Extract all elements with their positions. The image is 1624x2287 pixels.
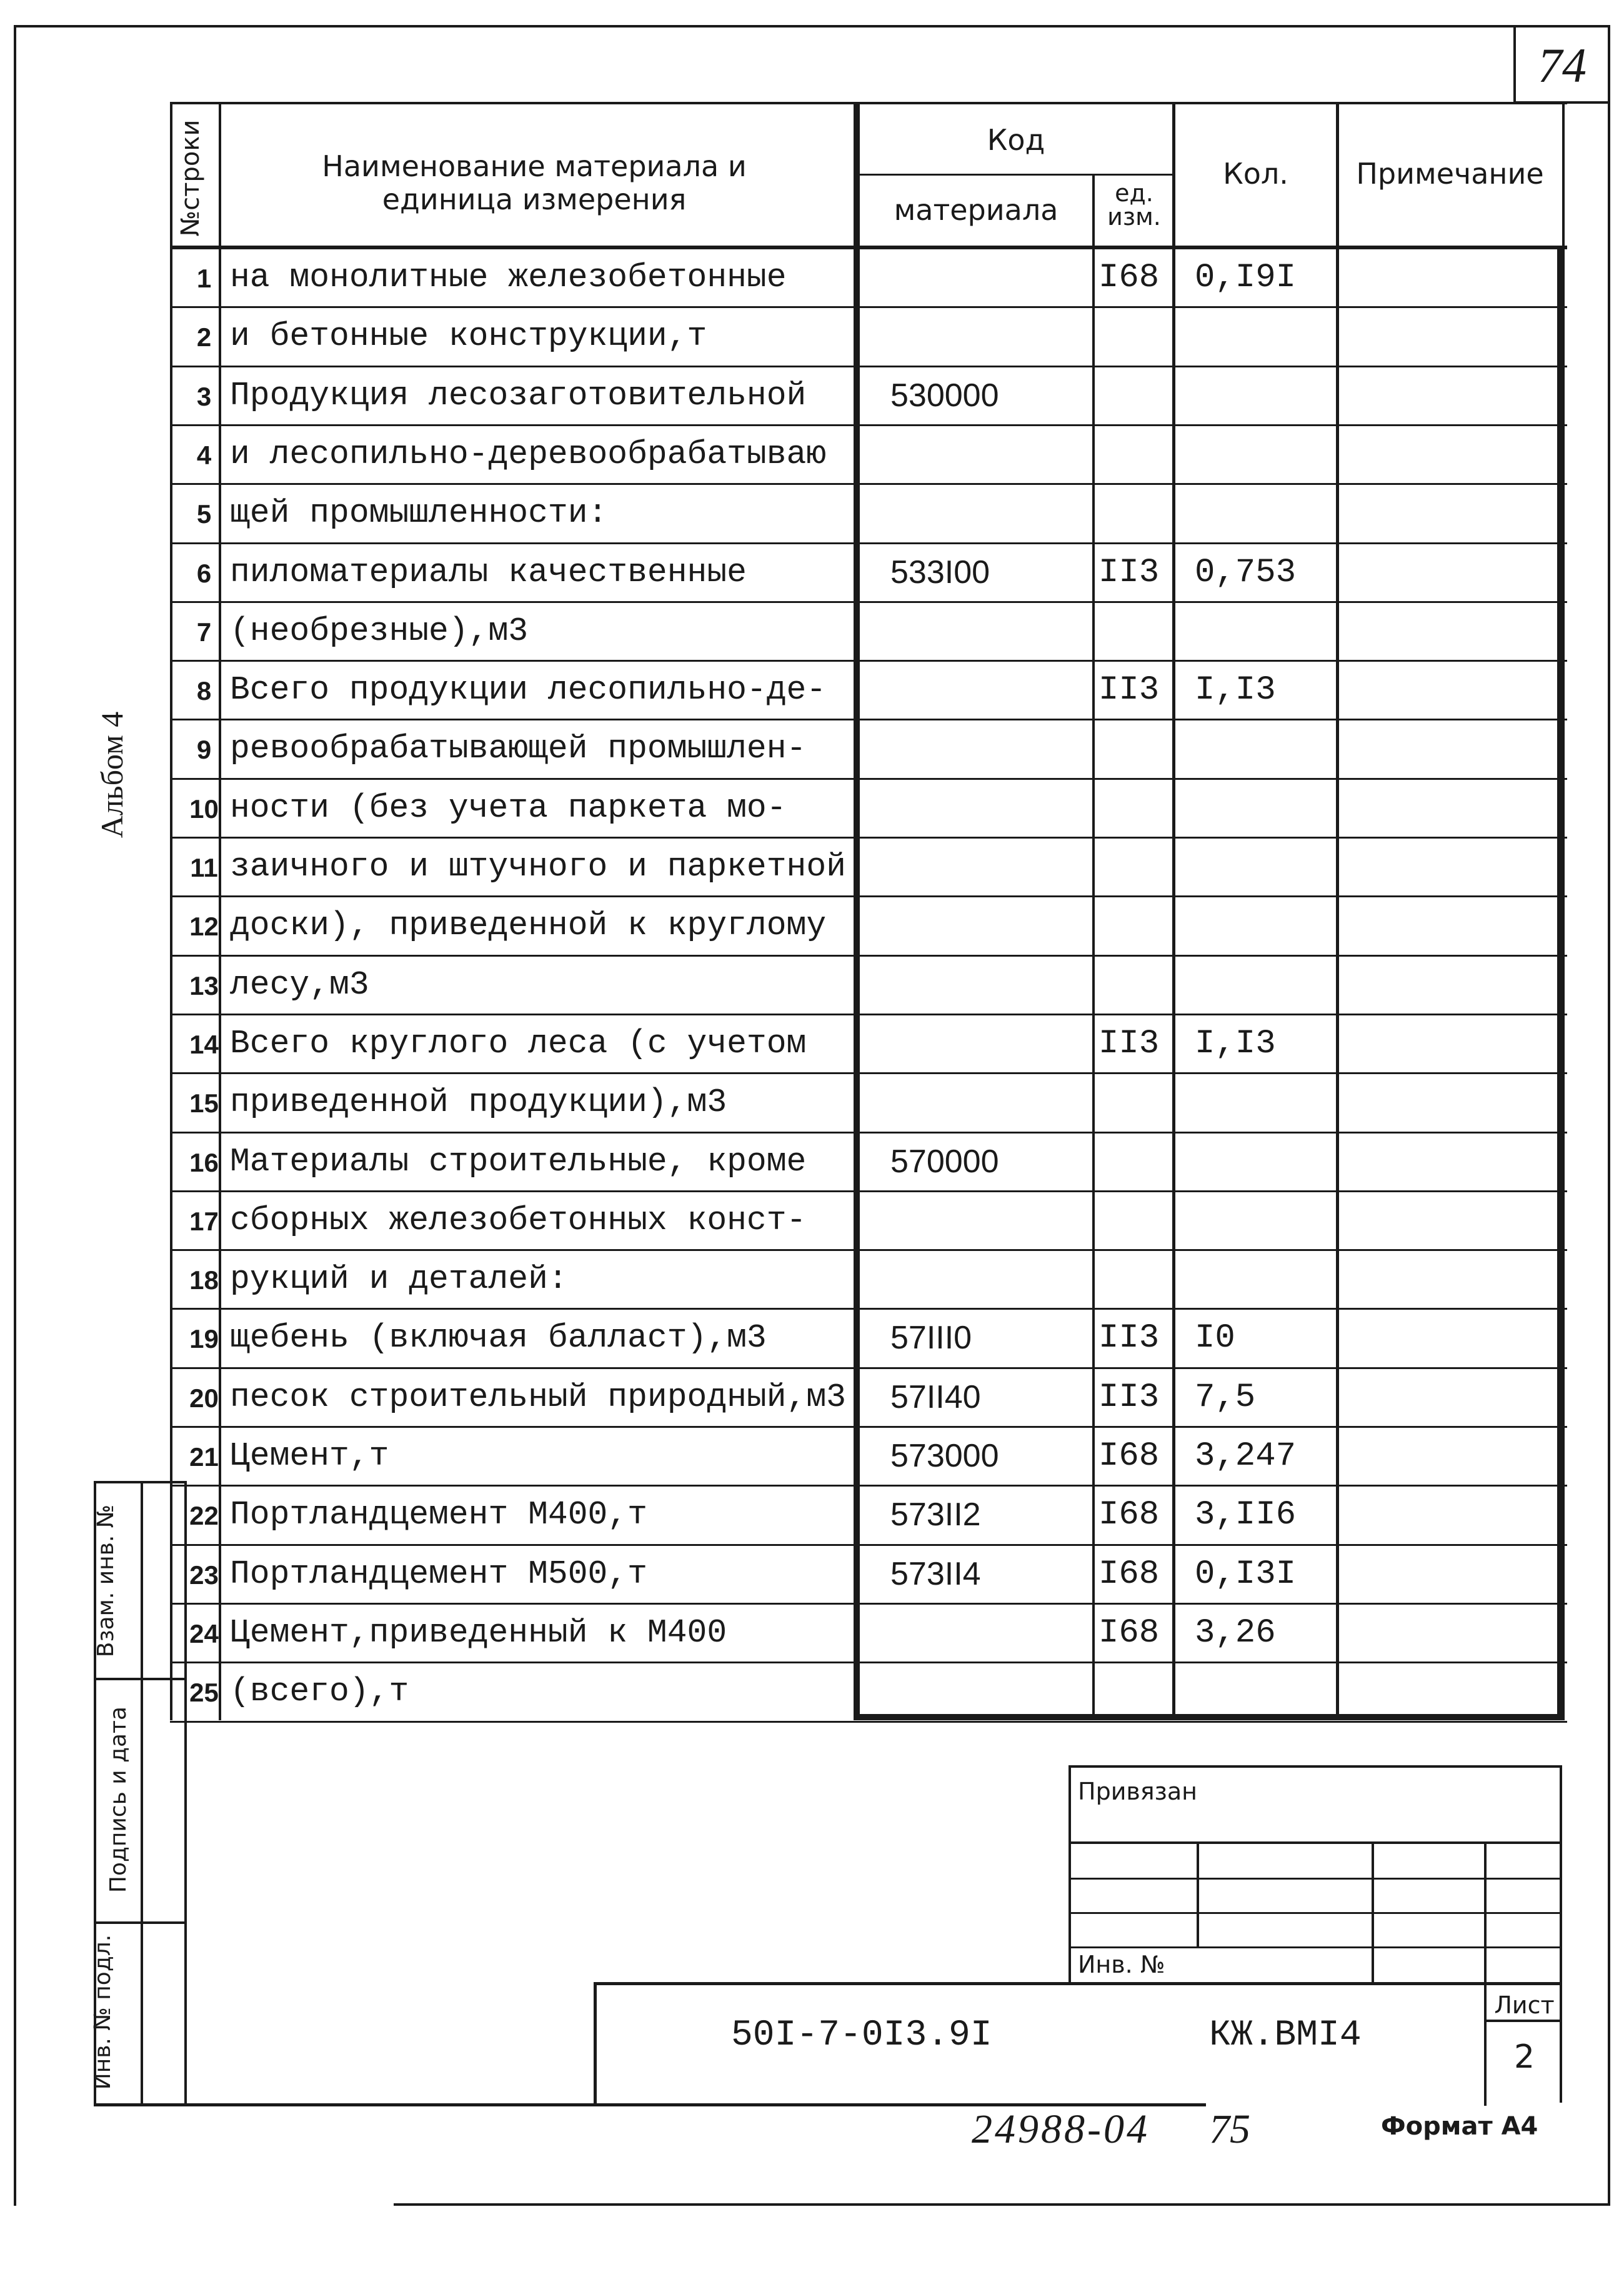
side-stamp-div1 <box>94 1678 184 1680</box>
handwritten-number: 24988-04 <box>972 2106 1150 2152</box>
row-line <box>170 1662 1567 1663</box>
thick-frame-right <box>1557 246 1563 1720</box>
row-line <box>170 895 1567 897</box>
row-name: Продукция лесозаготовительной <box>230 377 807 414</box>
row-code: 570000 <box>890 1144 999 1180</box>
row-number: 19 <box>189 1324 219 1353</box>
header-material: материала <box>894 193 1059 227</box>
stamp-privyazan-top <box>1069 1765 1562 1768</box>
col-divider-note <box>1336 102 1339 1720</box>
header-name: Наименование материала и единица измерения <box>322 149 747 216</box>
row-name: сборных железобетонных конст- <box>230 1202 807 1239</box>
row-name: Цемент,т <box>230 1437 389 1475</box>
row-number: 2 <box>196 322 212 352</box>
row-code: 573II4 <box>890 1556 981 1592</box>
stamp-grid-h3 <box>1069 1912 1562 1914</box>
doc-mark: КЖ.ВМI4 <box>1209 2015 1362 2056</box>
row-number: 3 <box>196 382 212 411</box>
row-name: пиломатериалы качественные <box>230 554 747 591</box>
stamp-grid-h2 <box>1069 1878 1562 1880</box>
row-line <box>170 1544 1567 1546</box>
doc-code: 50I-7-0I3.9I <box>731 2015 992 2056</box>
frame-right <box>1608 25 1610 2206</box>
frame-top <box>14 25 1610 27</box>
row-unit: I68 <box>1098 259 1160 297</box>
row-qty: I0 <box>1195 1319 1235 1357</box>
row-number: 14 <box>189 1030 219 1059</box>
row-name: доски), приведенной к круглому <box>230 907 827 944</box>
side-label-inv-podl: Инв. № подл. <box>90 1934 116 2090</box>
row-unit: I68 <box>1098 1496 1160 1534</box>
row-unit: I68 <box>1098 1437 1160 1475</box>
row-qty: 3,247 <box>1195 1437 1297 1475</box>
row-code: 530000 <box>890 377 999 414</box>
row-line <box>170 778 1567 780</box>
row-qty: 3,26 <box>1195 1614 1276 1652</box>
table-left-ext <box>184 1481 187 2106</box>
row-number: 4 <box>196 441 212 470</box>
row-line <box>170 424 1567 426</box>
side-stamp-mid <box>141 1481 143 2106</box>
row-line <box>170 1249 1567 1251</box>
thick-frame-bottom <box>854 1714 1563 1720</box>
row-name: Материалы строительные, кроме <box>230 1143 807 1180</box>
page-number-box-left <box>1513 25 1516 103</box>
row-line <box>170 1072 1567 1074</box>
row-name: на монолитные железобетонные <box>230 259 787 296</box>
row-number: 13 <box>189 971 219 1000</box>
title-block-top <box>594 1982 1562 1985</box>
row-line <box>170 601 1567 603</box>
row-qty: I,I3 <box>1195 671 1276 709</box>
row-name: ности (без учета паркета мо- <box>230 789 787 827</box>
sheet-label: Лист <box>1494 1991 1555 2019</box>
handwritten-number-2: 75 <box>1209 2106 1250 2152</box>
col-divider-code <box>854 102 860 1720</box>
row-name: приведенной продукции),м3 <box>230 1084 727 1121</box>
row-number: 21 <box>189 1442 219 1472</box>
album-label: Альбом 4 <box>94 711 129 839</box>
header-row-no: №строки <box>176 119 205 237</box>
col-divider-unit <box>1092 174 1095 1720</box>
row-unit: I68 <box>1098 1555 1160 1593</box>
row-number: 15 <box>189 1089 219 1118</box>
row-line <box>170 719 1567 720</box>
row-number: 5 <box>196 499 212 529</box>
row-code: 573II2 <box>890 1497 981 1533</box>
row-code: 573000 <box>890 1438 999 1474</box>
row-line <box>170 366 1567 367</box>
row-unit: I68 <box>1098 1614 1160 1652</box>
row-unit: II3 <box>1098 1319 1160 1357</box>
header-qty: Кол. <box>1223 157 1288 191</box>
row-code: 57III0 <box>890 1320 972 1356</box>
row-unit: II3 <box>1098 554 1160 592</box>
stamp-grid-v3 <box>1484 1841 1487 1984</box>
row-line <box>170 1014 1567 1015</box>
row-number: 9 <box>196 735 212 764</box>
row-unit: II3 <box>1098 1025 1160 1063</box>
row-line <box>170 1721 1567 1723</box>
row-line <box>170 837 1567 839</box>
row-number: 23 <box>189 1560 219 1590</box>
side-label-podpis: Подпись и дата <box>106 1706 131 1893</box>
title-block-left <box>594 1982 597 2106</box>
sheet-box-left <box>1484 1982 1487 2106</box>
row-name: Всего продукции лесопильно-де- <box>230 671 827 709</box>
header-note: Примечание <box>1356 157 1544 191</box>
row-name: щебень (включая балласт),м3 <box>230 1319 767 1357</box>
side-stamp-top <box>94 1481 184 1483</box>
frame-bottom <box>394 2203 1610 2206</box>
row-line <box>170 1426 1567 1428</box>
row-name: Цемент,приведенный к М400 <box>230 1614 727 1652</box>
row-name: (всего),т <box>230 1673 409 1710</box>
row-name: заичного и штучного и паркетной <box>230 848 846 885</box>
side-label-vzam: Взам. инв. № <box>93 1504 119 1658</box>
row-line <box>170 542 1567 544</box>
row-number: 17 <box>189 1207 219 1236</box>
row-code: 533I00 <box>890 554 990 590</box>
row-name: Портландцемент М400,т <box>230 1496 647 1533</box>
row-line <box>170 306 1567 308</box>
row-line <box>170 1308 1567 1310</box>
row-name: Портландцемент М500,т <box>230 1555 647 1593</box>
stamp-grid-h4 <box>1069 1946 1562 1948</box>
row-name: щей промышленности: <box>230 494 608 532</box>
row-number: 20 <box>189 1383 219 1413</box>
row-name: (необрезные),м3 <box>230 612 529 650</box>
row-unit: II3 <box>1098 1378 1160 1417</box>
col-divider-qty <box>1172 102 1175 1720</box>
row-qty: 0,753 <box>1195 554 1297 592</box>
row-number: 8 <box>196 676 212 705</box>
frame-left <box>14 25 16 2206</box>
row-unit: II3 <box>1098 671 1160 709</box>
sheet-box-mid <box>1484 2020 1562 2022</box>
row-number: 10 <box>189 794 219 824</box>
stamp-inv-no: Инв. № <box>1078 1951 1165 1978</box>
row-number: 6 <box>196 559 212 588</box>
row-qty: 0,I3I <box>1195 1555 1297 1593</box>
row-qty: 3,II6 <box>1195 1496 1297 1534</box>
row-line <box>170 1190 1567 1192</box>
row-line <box>170 1485 1567 1487</box>
header-unit: ед. изм. <box>1107 179 1161 231</box>
row-number: 7 <box>196 617 212 647</box>
row-qty: I,I3 <box>1195 1025 1276 1063</box>
header-code-mid <box>856 174 1175 176</box>
row-number: 24 <box>189 1619 219 1648</box>
format-label: Формат А4 <box>1381 2112 1538 2141</box>
sheet-number: 2 <box>1513 2038 1535 2076</box>
row-number: 18 <box>189 1265 219 1295</box>
row-qty: 0,I9I <box>1195 259 1297 297</box>
row-number: 11 <box>190 853 218 882</box>
row-line <box>170 1603 1567 1605</box>
row-number: 25 <box>189 1678 219 1707</box>
row-line <box>170 955 1567 957</box>
row-line <box>170 483 1567 485</box>
row-qty: 7,5 <box>1195 1378 1256 1417</box>
side-stamp-div2 <box>94 1921 184 1924</box>
table-left <box>170 102 172 1720</box>
row-name: Всего круглого леса (с учетом <box>230 1025 807 1062</box>
row-name: рукций и деталей: <box>230 1260 568 1298</box>
row-line <box>170 1132 1567 1134</box>
row-name: и бетонные конструкции,т <box>230 317 707 355</box>
stamp-privyazan-left <box>1069 1765 1071 1984</box>
row-line <box>170 1367 1567 1369</box>
header-bottom <box>170 246 1567 249</box>
stamp-grid-h1 <box>1069 1841 1562 1844</box>
row-code: 57II40 <box>890 1379 981 1415</box>
row-number: 16 <box>189 1148 219 1177</box>
header-code: Код <box>987 123 1045 157</box>
page-number: 74 <box>1538 38 1587 92</box>
row-name: и лесопильно-деревообрабатываю <box>230 436 827 473</box>
row-number: 1 <box>196 264 212 293</box>
row-number: 22 <box>189 1501 219 1530</box>
row-name: песок строительный природный,м3 <box>230 1378 846 1416</box>
row-name: лесу,м3 <box>230 966 369 1004</box>
row-line <box>170 660 1567 662</box>
row-number: 12 <box>189 912 219 941</box>
stamp-privyazan: Привязан <box>1078 1778 1197 1805</box>
stamp-grid-v1 <box>1197 1841 1199 1948</box>
stamp-grid-v2 <box>1372 1841 1374 1984</box>
table-top <box>170 102 1567 104</box>
row-name: ревообрабатывающей промышлен- <box>230 730 807 767</box>
